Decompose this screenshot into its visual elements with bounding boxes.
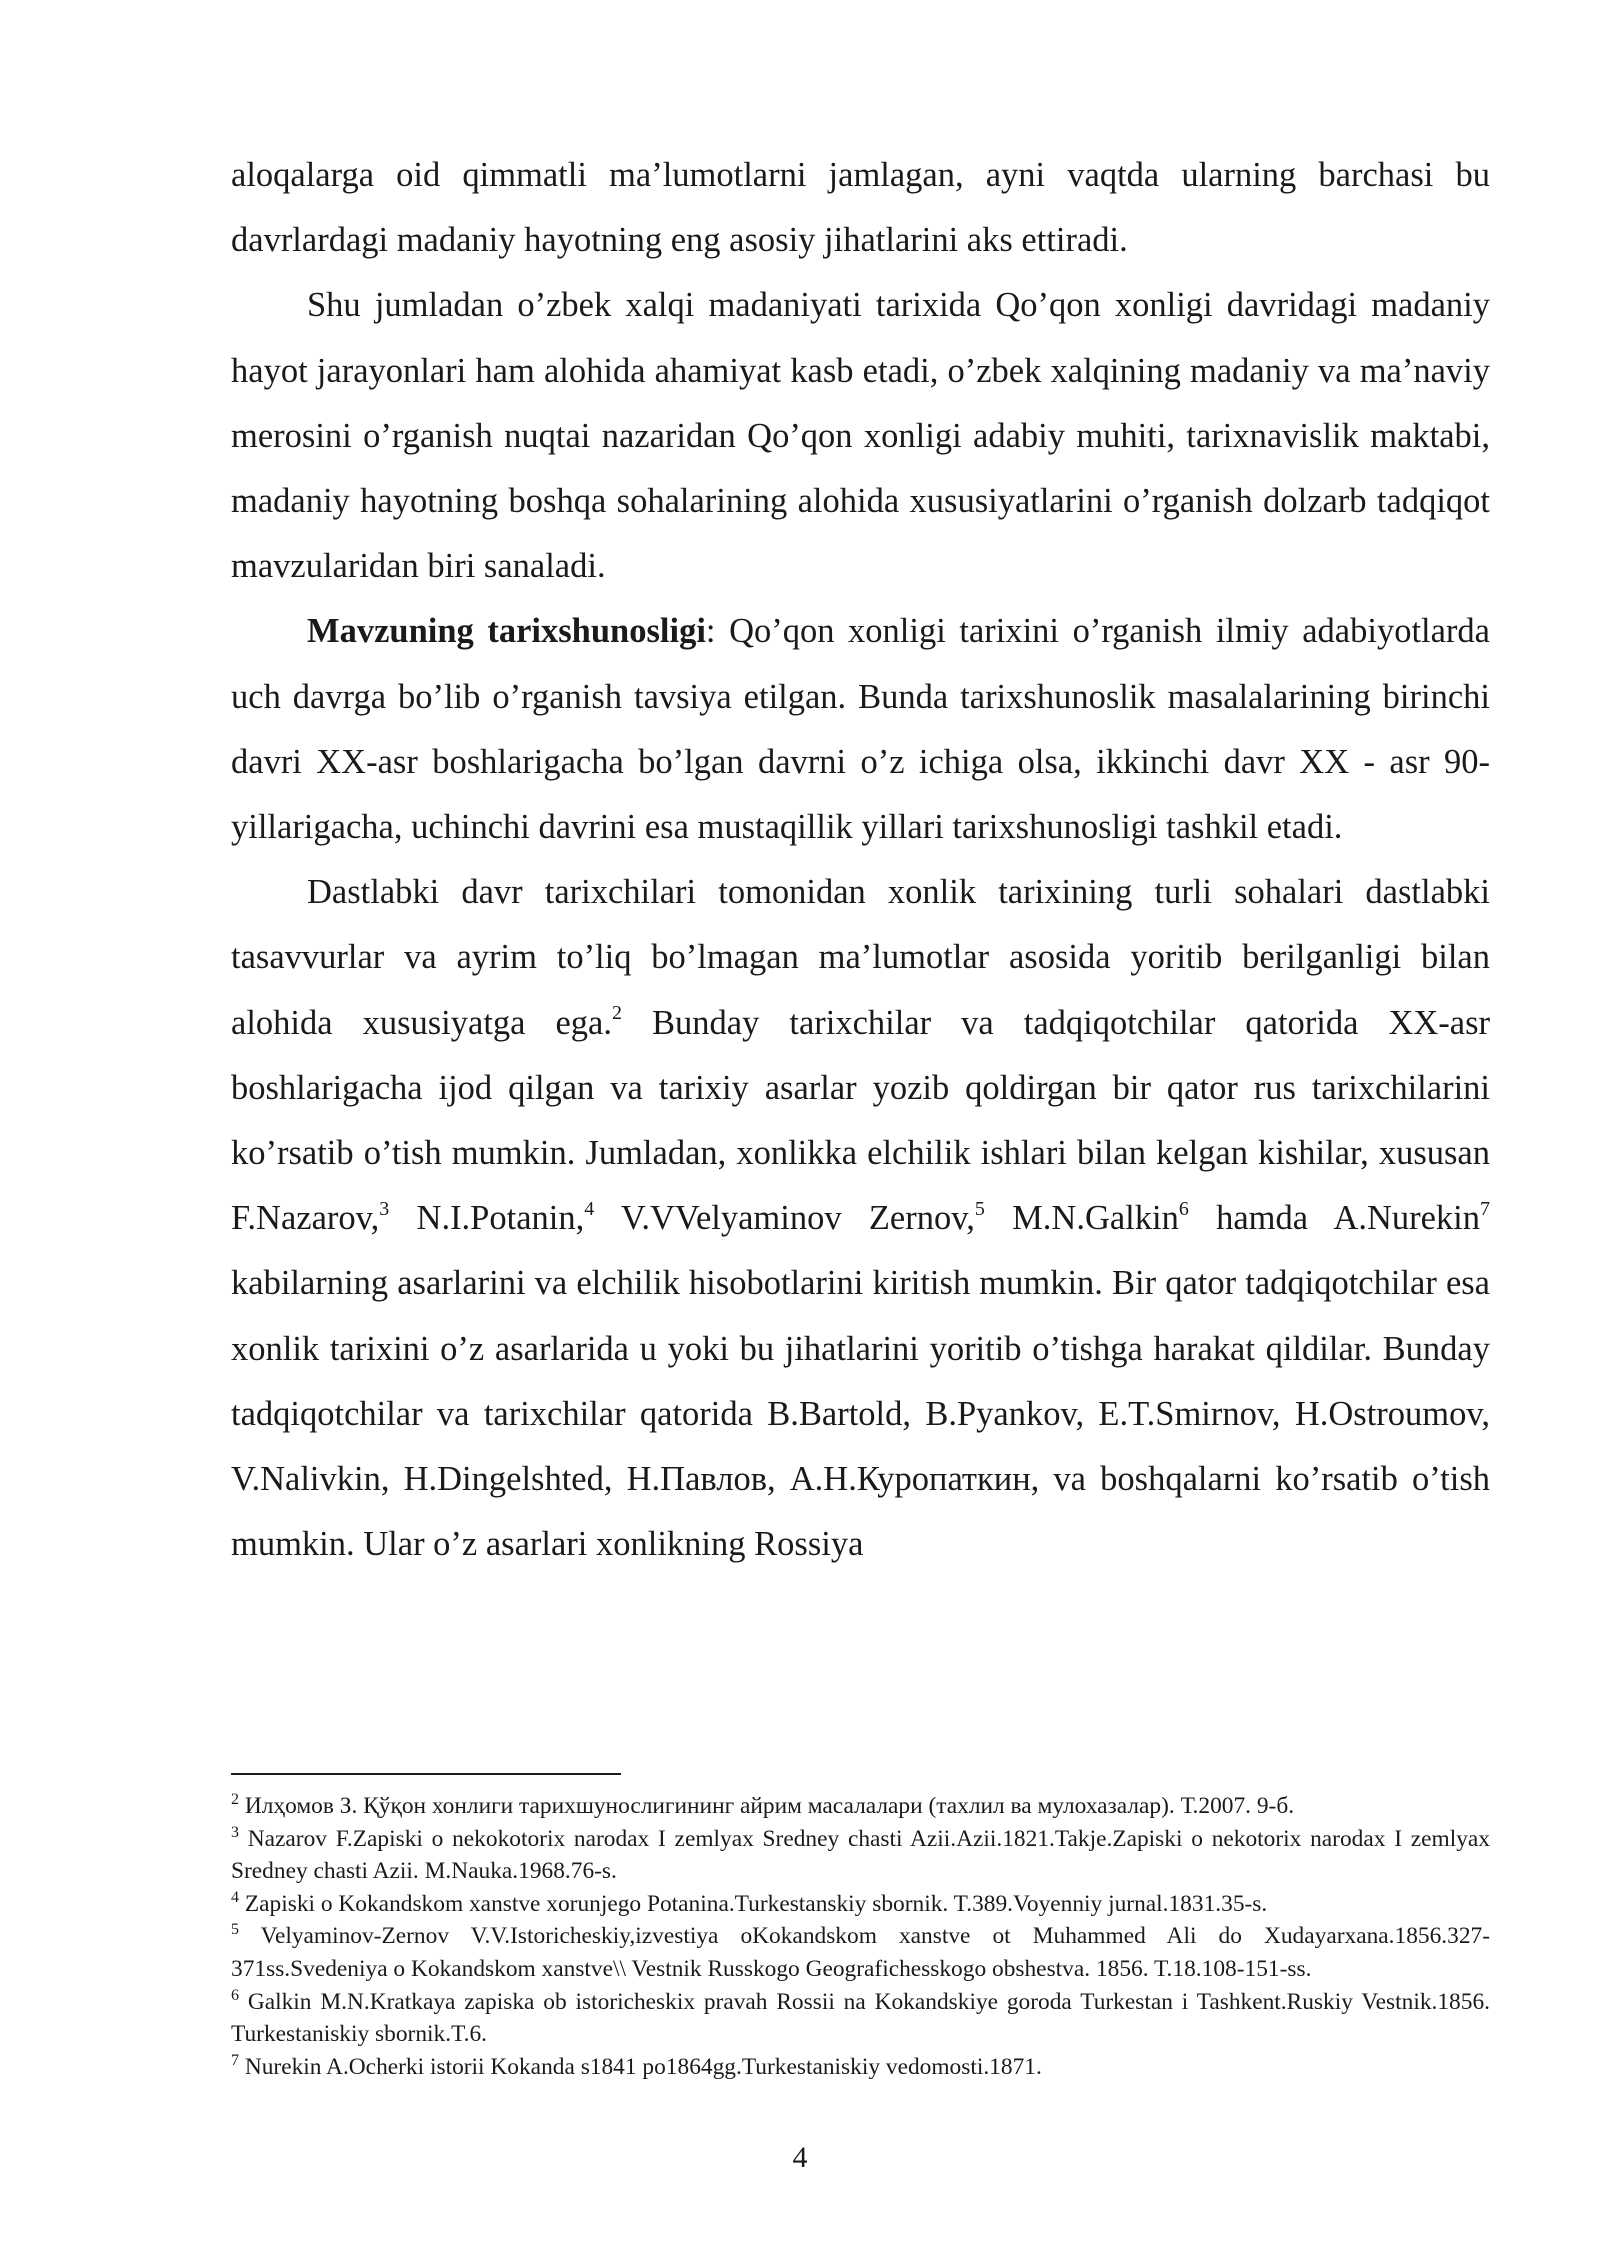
footnotes <box>231 1790 1490 2083</box>
footnote-number: 3 <box>231 1823 239 1841</box>
main-text <box>231 143 1490 1577</box>
footnote-6 <box>231 1986 1490 2051</box>
footnote-separator <box>231 1773 621 1775</box>
footnote-text: Nurekin A.Ocherki istorii Kokanda s1841 po1864gg.Turkestaniskiy vedomosti.1871. <box>239 2053 1042 2080</box>
footnote-4 <box>231 1888 1490 1921</box>
paragraph-1-text: aloqalarga oid qimmatli ma’lumotlarni jamlagan, ayni vaqtda ularning barchasi bu davrlardagi madaniy hayotning eng asosiy jihatlarini aks ettiradi. <box>231 156 1490 260</box>
section-heading-inline: Mavzuning tarixshunosligi <box>307 612 706 651</box>
footnote-7 <box>231 2051 1490 2084</box>
paragraph-1 <box>231 143 1490 273</box>
page-number: 4 <box>792 2141 808 2174</box>
paragraph-2 <box>231 273 1490 599</box>
footnote-ref-2[interactable]: 2 <box>612 1002 622 1025</box>
footnote-ref-4[interactable]: 4 <box>584 1197 595 1220</box>
paragraph-3-text: : Qo’qon xonligi tarixini o’rganish ilmiy adabiyotlarda uch davrga bo’lib o’rganish tavsiya etilgan. Bunda tarixshunoslik masalalarining birinchi davri XX-asr boshlarigacha bo’lgan davrni o’z ichiga olsa, ikkinchi davr XX - asr 90-yillarigacha, uchinchi davrini esa mustaqillik yillari tarixshunosligi tashkil etadi. <box>231 612 1490 847</box>
paragraph-3 <box>231 599 1490 860</box>
footnote-text: Zapiski o Kokandskom xanstve xorunjego Potanina.Turkestanskiy sbornik. T.389.Voyenniy jurnal.1831.35-s. <box>239 1890 1268 1917</box>
paragraph-4-text-a: Dastlabki davr tarixchilari tomonidan xonlik tarixining turli sohalari dastlabki tasavvurlar va ayrim to’liq bo’lmagan ma’lumotlar asosida yoritib berilganligi bilan alohida xususiyatga ega. <box>231 873 1490 1042</box>
paragraph-4 <box>231 860 1490 1577</box>
footnote-number: 6 <box>231 1986 239 2004</box>
footnote-ref-6[interactable]: 6 <box>1178 1197 1189 1220</box>
footnote-text: Velyaminov-Zernov V.V.Istoricheskiy,izvestiya oKokandskom xanstve ot Muhammed Ali do Xudayarxana.1856.327-371ss.Svedeniya o Kokandskom xanstve\\ Vestnik Russkogo Geografichesskogo obshestva. 1856. T.18.108-151-ss. <box>231 1923 1490 1982</box>
footnote-text: Илҳомов З. Қўқон хонлиги тарихшунослигининг айрим масалалари (тахлил ва мулохазалар). Т.2007. 9-б. <box>239 1793 1295 1819</box>
footnote-ref-3[interactable]: 3 <box>379 1197 390 1220</box>
footnote-5 <box>231 1920 1490 1985</box>
footnote-text: Nazarov F.Zapiski o nekokotorix narodax I zemlyax Sredney chasti Azii.Azii.1821.Takje.Zapiski o nekotorix narodax I zemlyax Sredney chasti Azii. M.Nauka.1968.76-s. <box>231 1825 1490 1885</box>
paragraph-2-text: Shu jumladan o’zbek xalqi madaniyati tarixida Qo’qon xonligi davridagi madaniy hayot jarayonlari ham alohida ahamiyat kasb etadi, o’zbek xalqining madaniy va ma’naviy merosini o’rganish nuqtai nazaridan Qo’qon xonligi adabiy muhiti, tarixnavislik maktabi, madaniy hayotning boshqa sohalarining alohida xususiyatlarini o’rganish dolzarb tadqiqot mavzularidan biri sanaladi. <box>231 286 1490 586</box>
footnote-ref-5[interactable]: 5 <box>974 1197 985 1220</box>
paragraph-4-text-f: hamda A.Nurekin <box>1188 1199 1481 1238</box>
footnote-number: 7 <box>231 2051 239 2069</box>
paragraph-4-text-d: V.VVelyaminov Zernov, <box>594 1199 975 1238</box>
footnote-number: 4 <box>231 1888 239 1906</box>
footnote-number: 2 <box>231 1791 239 1809</box>
footnote-3 <box>231 1823 1490 1888</box>
paragraph-4-text-b: Bunday tarixchilar va tadqiqotchilar qatorida XX-asr boshlarigacha ijod qilgan va tarixiy asarlar yozib qoldirgan bir qator rus tarixchilarini ko’rsatib o’tish mumkin. Jumladan, xonlikka elchilik ishlari bilan kelgan kishilar, xususan F.Nazarov, <box>231 1003 1490 1238</box>
paragraph-4-text-c: N.I.Potanin, <box>389 1199 585 1238</box>
footnote-text: Galkin M.N.Kratkaya zapiska ob istoricheskix pravah Rossii na Kokandskiye goroda Turkestan i Tashkent.Ruskiy Vestnik.1856. Turkestaniskiy sbornik.T.6. <box>231 1988 1490 2048</box>
footnote-number: 5 <box>231 1921 239 1939</box>
paragraph-4-text-g: kabilarning asarlarini va elchilik hisobotlarini kiritish mumkin. Bir qator tadqiqotchilar esa xonlik tarixini o’z asarlarida u yoki bu jihatlarini yoritib o’tishga harakat qildilar. Bunday tadqiqotchilar va tarixchilar qatorida B.Bartold, B.Pyankov, E.T.Smirnov, H.Ostroumov, V.Nalivkin, H.Dingelshted, H.Павлов, А.Н.Куропаткин, va boshqalarni ko’rsatib o’tish mumkin. Ular o’z asarlari xonlikning Rossiya <box>231 1264 1490 1564</box>
paragraph-4-text-e: M.N.Galkin <box>984 1199 1179 1238</box>
footnote-2 <box>231 1790 1490 1823</box>
footnote-ref-7[interactable]: 7 <box>1480 1197 1491 1220</box>
